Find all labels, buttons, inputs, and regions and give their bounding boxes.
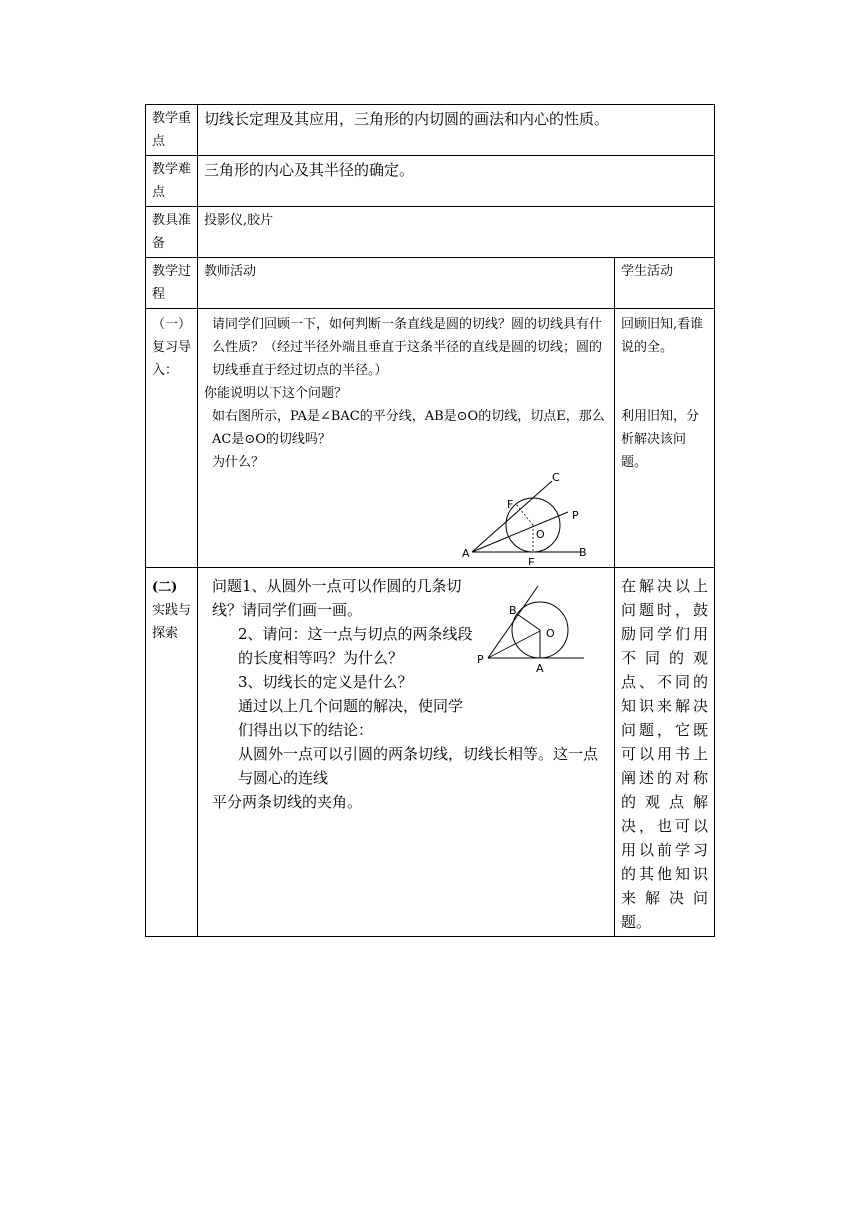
- tangent-figure-2: [476, 584, 586, 680]
- label-a2: A: [536, 662, 544, 675]
- process-label: 教学过程: [146, 258, 198, 309]
- label-b: B: [579, 546, 587, 559]
- practice-t6: 平分两条切线的夹角。: [212, 793, 363, 811]
- review-student-p1: 回顾旧知,看谁说的全。: [620, 317, 704, 355]
- practice-student-cell: 在解决以上问题时，鼓励同学们用不同的观点、不同的知识来解决问题，它既可以用书上阐述的对称的观点解决，也可以用以前学习的其他知识来解决问题。: [614, 568, 714, 937]
- practice-label-num: (二): [152, 580, 178, 595]
- teacher-activity-header: 教师活动: [198, 258, 615, 309]
- review-student-cell: [614, 309, 714, 568]
- focus-content: 切线长定理及其应用，三角形的内切圆的画法和内心的性质。: [198, 105, 715, 156]
- review-teacher-cell: [198, 309, 615, 568]
- tools-label: 教具准备: [146, 207, 198, 258]
- tangent-figure-1: [460, 469, 590, 565]
- focus-label: 教学重点: [146, 105, 198, 156]
- review-teacher-p2: 你能说明以下这个问题？: [204, 386, 348, 401]
- practice-t1: 问题1、从圆外一点可以作圆的几条切线？请同学们画一画。: [212, 577, 462, 619]
- practice-t2: 2、请问：这一点与切点的两条线段的长度相等吗？为什么？: [238, 625, 473, 667]
- label-p: P: [572, 509, 579, 522]
- row-process-header: [146, 258, 715, 309]
- tools-content: 投影仪,胶片: [198, 207, 715, 258]
- label-c: C: [552, 471, 560, 484]
- line-ap: [472, 512, 568, 552]
- row-practice: [146, 568, 715, 937]
- practice-t4: 通过以上几个问题的解决，使同学们得出以下的结论：: [238, 697, 464, 739]
- label-a: A: [462, 547, 470, 560]
- student-activity-header: 学生活动: [614, 258, 714, 309]
- practice-teacher-cell: [198, 568, 615, 937]
- review-teacher-p1: 请同学们回顾一下，如何判断一条直线是圆的切线？圆的切线具有什么性质？（经过半径外端且垂直于这条半径的直线是圆的切线；圆的切线垂直于经过切点的半径。）: [212, 317, 603, 378]
- practice-label-cell: [146, 568, 198, 937]
- review-teacher-p4: 为什么？: [212, 455, 265, 470]
- label-f: F: [507, 498, 514, 511]
- label-o2: O: [546, 627, 555, 640]
- line-po: [488, 631, 540, 658]
- review-student-p2: 利用旧知，分析解决该问题。: [620, 409, 699, 470]
- row-review: [146, 309, 715, 568]
- practice-t5: 从圆外一点可以引圆的两条切线，切线长相等。这一点与圆心的连线: [238, 745, 599, 787]
- row-tools: [146, 207, 715, 258]
- row-difficulty: [146, 156, 715, 207]
- label-b2: B: [509, 604, 517, 617]
- difficulty-content: 三角形的内心及其半径的确定。: [198, 156, 715, 207]
- label-o: O: [536, 528, 545, 541]
- radius-of: [516, 504, 533, 525]
- row-focus: [146, 105, 715, 156]
- difficulty-label: 教学难点: [146, 156, 198, 207]
- review-label: （一）复习导入：: [146, 309, 198, 568]
- practice-label: 实践与探索: [152, 603, 192, 641]
- label-e: E: [528, 556, 535, 565]
- radius-ob: [517, 614, 540, 630]
- label-p2: P: [477, 653, 484, 666]
- lesson-plan-table: [145, 104, 715, 937]
- practice-t3: 3、切线长的定义是什么？: [238, 673, 413, 691]
- review-teacher-p3: 如右图所示，PA是∠BAC的平分线，AB是⊙O的切线，切点E，那么AC是⊙O的切线吗？: [212, 409, 605, 447]
